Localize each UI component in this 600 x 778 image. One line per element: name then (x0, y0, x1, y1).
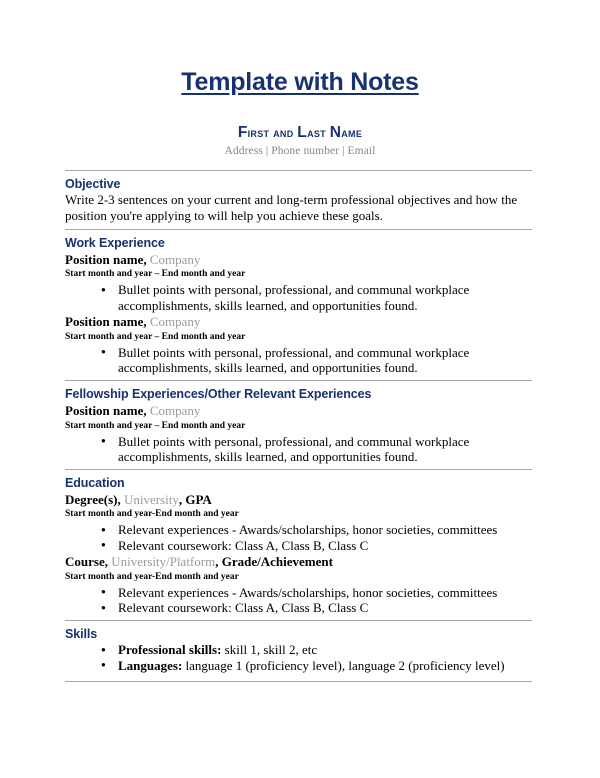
education-bullet-list (65, 522, 532, 553)
list-item: ● Relevant coursework: Class A, Class B, Class C (101, 538, 532, 554)
section-fellowship (65, 381, 532, 469)
list-item: ● Bullet points with personal, professional, and communal workplace accomplishments, skills learned, and opportunities found. (101, 434, 532, 465)
section-heading-objective: Objective (65, 177, 121, 191)
education-degree: Degree(s), (65, 491, 121, 507)
section-heading-fellowship: Fellowship Experiences/Other Relevant Experiences (65, 387, 372, 402)
section-heading-education: Education (65, 475, 125, 490)
name-initial-l: L (297, 124, 308, 141)
list-item: ● Relevant experiences - Awards/scholarships, honor societies, committees (101, 522, 532, 538)
education-degree: Course, (65, 554, 108, 570)
fellowship-entry-title (65, 402, 532, 419)
work-dates: Start month and year – End month and year (65, 331, 246, 342)
work-position: Position name, (65, 314, 147, 330)
work-entry-title (65, 251, 532, 268)
name-initial-f: F (237, 124, 248, 141)
section-skills (65, 621, 532, 673)
objective-body: Write 2-3 sentences on your current and long-term professional objectives and how the position you're applying to will help you achieve these goals. (65, 192, 518, 223)
section-education (65, 470, 532, 620)
work-entry-title (65, 313, 532, 330)
skills-label-professional: Professional skills: (118, 642, 222, 657)
education-dates: Start month and year-End month and year (65, 509, 239, 520)
education-bullet-list (65, 585, 532, 616)
skills-label-languages: Languages: (118, 657, 183, 673)
fellowship-dates: Start month and year – End month and year (65, 420, 246, 431)
page-title: Template with Notes (181, 68, 419, 96)
education-entry-title (65, 491, 532, 508)
work-bullet-list (65, 345, 532, 376)
section-divider-bottom (65, 681, 532, 682)
section-heading-skills: Skills (65, 627, 98, 641)
list-item: ● Relevant coursework: Class A, Class B, Class C (101, 600, 532, 616)
education-entry (65, 491, 532, 554)
education-extra: , GPA (178, 491, 212, 507)
name-first-rest: irst (247, 126, 270, 140)
section-heading-work-experience: Work Experience (65, 235, 165, 250)
work-company: Company (149, 251, 201, 267)
education-institution: University/Platform (111, 554, 216, 570)
education-dates: Start month and year-End month and year (65, 571, 239, 582)
education-extra: , Grade/Achievement (215, 554, 333, 570)
list-item: ● Bullet points with personal, professional, and communal workplace accomplishments, skills learned, and opportunities found. (101, 345, 532, 376)
fellowship-position: Position name, (65, 403, 147, 419)
list-item: ● Relevant experiences - Awards/scholarships, honor societies, committees (101, 585, 532, 601)
list-item: ● Bullet points with personal, professional, and communal workplace accomplishments, skills learned, and opportunities found. (101, 282, 532, 313)
name-last-rest: ast (307, 126, 326, 140)
fellowship-company: Company (149, 403, 201, 419)
skills-bullet-list (65, 642, 532, 673)
contact-line: Address | Phone number | Email (224, 145, 376, 157)
resume-body (0, 157, 600, 682)
fellowship-bullet-list (65, 434, 532, 465)
work-dates: Start month and year – End month and year (65, 269, 246, 280)
section-objective (65, 171, 532, 229)
fellowship-entry (65, 402, 532, 465)
work-position: Position name, (65, 251, 147, 267)
education-entry-title (65, 553, 532, 570)
skills-value-professional: skill 1, skill 2, etc (221, 642, 318, 657)
education-institution: University (123, 491, 179, 507)
work-bullet-list (65, 282, 532, 313)
name-conjunction: and (273, 126, 294, 140)
work-entry (65, 313, 532, 376)
education-entry (65, 553, 532, 616)
work-company: Company (149, 314, 201, 330)
section-work-experience (65, 230, 532, 380)
skills-value-languages: language 1 (proficiency level), language 2 (proficiency level) (182, 657, 505, 673)
list-item (101, 642, 532, 658)
name-name-rest: ame (341, 126, 363, 140)
list-item (101, 658, 532, 674)
candidate-name (0, 97, 600, 142)
work-entry (65, 251, 532, 314)
name-initial-n: N (329, 124, 342, 141)
